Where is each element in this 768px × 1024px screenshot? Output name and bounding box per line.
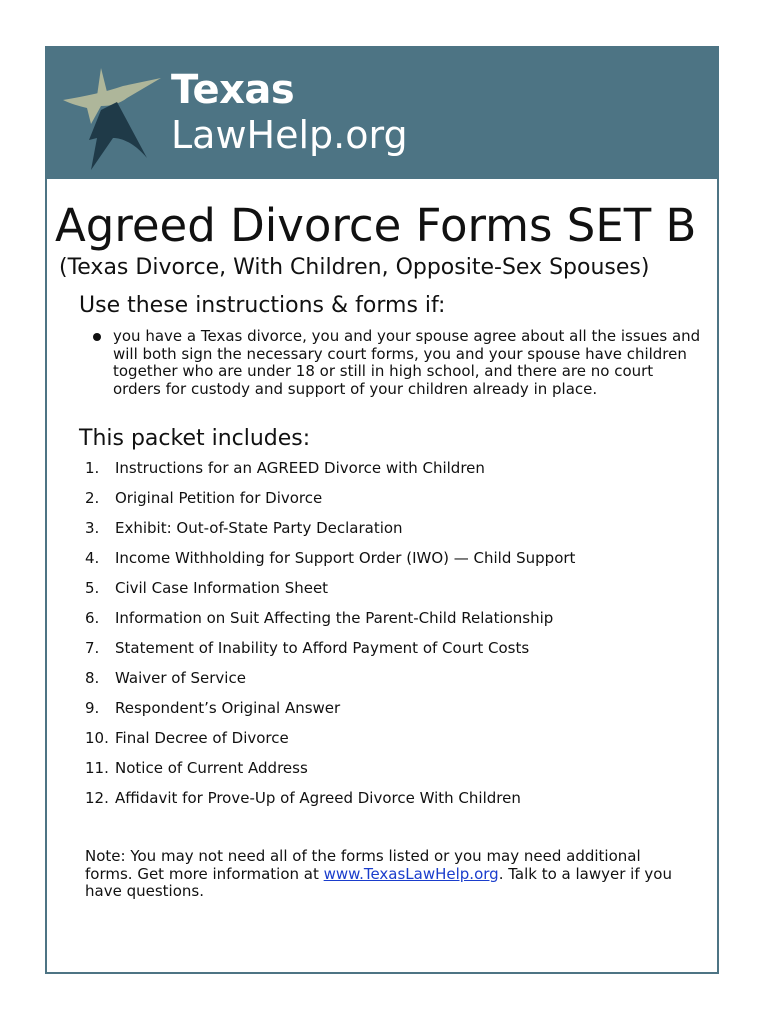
note-text	[85, 848, 685, 901]
page-subtitle: (Texas Divorce, With Children, Opposite-Sex Spouses)	[59, 255, 650, 280]
list-item	[85, 608, 575, 638]
note-before: Note: You may not need all of the forms listed or you may need additional forms. Get more information at	[85, 847, 641, 883]
list-item-text: Civil Case Information Sheet	[115, 579, 329, 597]
list-item	[85, 518, 575, 548]
list-item-text: Statement of Inability to Afford Payment of Court Costs	[115, 639, 530, 657]
list-item-number: 1.	[85, 459, 100, 477]
logo-texas-text: Texas	[171, 67, 295, 113]
list-item-number: 6.	[85, 609, 100, 627]
use-heading: Use these instructions & forms if:	[79, 293, 446, 318]
logo-lawhelp-text: LawHelp.org	[171, 113, 408, 157]
list-item	[85, 488, 575, 518]
list-item-text: Notice of Current Address	[115, 759, 308, 777]
list-item	[85, 578, 575, 608]
list-item-text: Original Petition for Divorce	[115, 489, 323, 507]
list-item-text: Information on Suit Affecting the Parent-Child Relationship	[115, 609, 554, 627]
list-item-text: Affidavit for Prove-Up of Agreed Divorce With Children	[115, 789, 521, 807]
list-item-number: 2.	[85, 489, 100, 507]
note-after: . Talk to a lawyer if you have questions.	[85, 864, 672, 900]
texas-lawhelp-logo-icon	[61, 58, 161, 170]
list-item	[85, 698, 575, 728]
list-item-text: Income Withholding for Support Order (IWO) — Child Support	[115, 549, 576, 567]
texaslawhelp-link[interactable]: www.TexasLawHelp.org	[323, 864, 499, 883]
list-item	[85, 668, 575, 698]
list-item-number: 9.	[85, 699, 100, 717]
list-item-text: Exhibit: Out-of-State Party Declaration	[115, 519, 403, 537]
list-item	[85, 638, 575, 668]
use-bullet-text: you have a Texas divorce, you and your spouse agree about all the issues and will both sign the necessary court forms, you and your spouse have children together who are under 18 or still in high school, and there are no court orders for custody and support of your children already in place.	[113, 327, 701, 398]
list-item	[85, 758, 575, 788]
packet-items-list	[85, 458, 575, 818]
list-item-text: Waiver of Service	[115, 669, 246, 687]
includes-heading: This packet includes:	[79, 426, 311, 451]
list-item-number: 4.	[85, 549, 100, 567]
page-title: Agreed Divorce Forms SET B	[55, 199, 697, 252]
header-band	[47, 48, 717, 179]
list-item-number: 11.	[85, 759, 109, 777]
bullet-icon	[93, 333, 101, 341]
list-item	[85, 728, 575, 758]
document-page	[45, 46, 719, 974]
list-item	[85, 548, 575, 578]
list-item-number: 7.	[85, 639, 100, 657]
list-item-number: 3.	[85, 519, 100, 537]
list-item-number: 5.	[85, 579, 100, 597]
list-item-number: 10.	[85, 729, 109, 747]
list-item-text: Final Decree of Divorce	[115, 729, 289, 747]
list-item	[85, 788, 575, 818]
list-item-number: 8.	[85, 669, 100, 687]
list-item	[85, 458, 575, 488]
list-item-text: Respondent’s Original Answer	[115, 699, 341, 717]
list-item-number: 12.	[85, 789, 109, 807]
list-item-text: Instructions for an AGREED Divorce with Children	[115, 459, 485, 477]
